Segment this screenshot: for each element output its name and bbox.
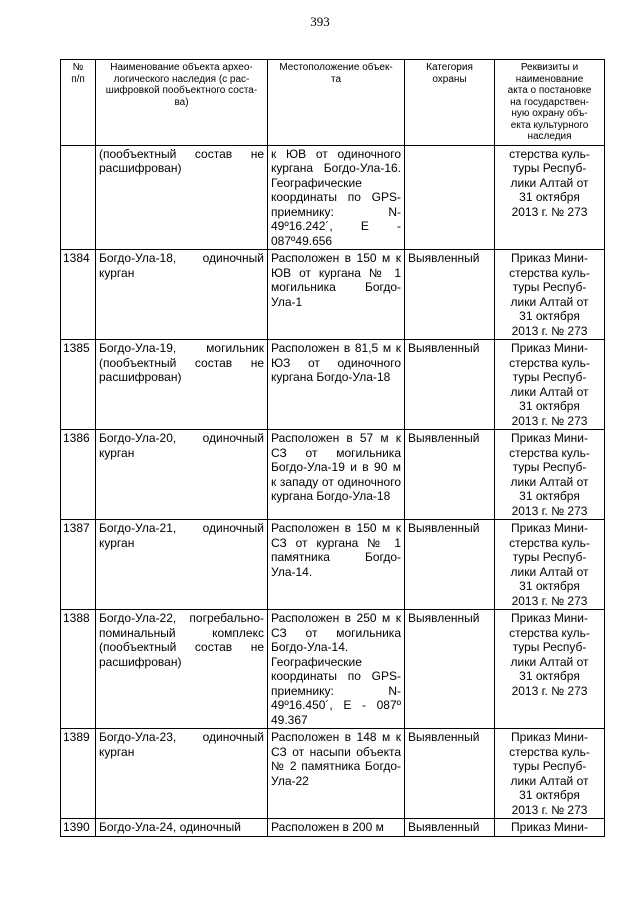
header-line: на государствен- bbox=[510, 96, 589, 108]
header-line: п/п bbox=[71, 73, 85, 85]
table-row bbox=[61, 340, 605, 430]
heritage-objects-table bbox=[60, 59, 605, 837]
row-number: 1389 bbox=[61, 729, 96, 819]
row-number: 1388 bbox=[61, 610, 96, 729]
requisites-line: Приказ Мини- bbox=[511, 341, 588, 355]
row-number: 1390 bbox=[61, 819, 96, 837]
object-location: Расположен в 57 м к СЗ от могильника Богдо-Ула-19 и в 90 м к западу от одиночного кургана Богдо-Ула-18 bbox=[268, 430, 405, 520]
requisites-line: Приказ Мини- bbox=[511, 730, 588, 744]
object-location: Расположен в 81,5 м к ЮЗ от одиночного кургана Богдо-Ула-18 bbox=[268, 340, 405, 430]
header-location bbox=[268, 60, 405, 146]
object-location: к ЮВ от одиночного кургана Богдо-Ула-16. Географические координаты по GPS-приемнику: N-49º16.242´, E - 087º49.656 bbox=[268, 145, 405, 250]
header-name bbox=[96, 60, 268, 146]
object-name: Богдо-Ула-18, одиночный курган bbox=[96, 250, 268, 340]
act-requisites bbox=[495, 819, 605, 837]
header-line: екта культурного bbox=[510, 119, 589, 131]
object-name: Богдо-Ула-21, одиночный курган bbox=[96, 520, 268, 610]
object-name: Богдо-Ула-19, могильник (пообъектный состав не расшифрован) bbox=[96, 340, 268, 430]
object-name: Богдо-Ула-22, погребально-поминальный комплекс (пообъектный состав не расшифрован) bbox=[96, 610, 268, 729]
row-number: 1384 bbox=[61, 250, 96, 340]
row-number: 1387 bbox=[61, 520, 96, 610]
act-requisites bbox=[495, 520, 605, 610]
requisites-line: стерства куль- bbox=[509, 265, 590, 280]
requisites-line: 31 октября bbox=[519, 669, 580, 683]
requisites-line: лики Алтай от bbox=[510, 654, 589, 669]
requisites-line: 2013 г. № 273 bbox=[511, 204, 588, 219]
requisites-line: туры Респуб- bbox=[512, 161, 587, 175]
header-line: та bbox=[330, 73, 342, 85]
requisites-line: лики Алтай от bbox=[510, 175, 589, 190]
requisites-line: Приказ Мини- bbox=[511, 521, 588, 535]
object-location: Расположен в 200 м bbox=[268, 819, 405, 837]
header-line: Наименование объекта архео- bbox=[110, 62, 253, 73]
requisites-line: 31 октября bbox=[519, 309, 580, 323]
header-line: акта о постановке bbox=[507, 85, 592, 96]
header-line: наименование bbox=[515, 73, 584, 85]
protection-category: Выявленный bbox=[405, 520, 495, 610]
header-line: Местоположение объек- bbox=[279, 62, 393, 73]
requisites-line: 31 октября bbox=[519, 788, 580, 802]
protection-category: Выявленный bbox=[405, 340, 495, 430]
requisites-line: Приказ Мини- bbox=[511, 820, 588, 834]
requisites-line: стерства куль- bbox=[509, 355, 590, 370]
requisites-line: стерства куль- bbox=[509, 146, 590, 161]
object-location: Расположен в 150 м к ЮВ от кургана № 1 могильника Богдо-Ула-1 bbox=[268, 250, 405, 340]
requisites-line: туры Респуб- bbox=[512, 280, 587, 294]
requisites-line: 2013 г. № 273 bbox=[511, 593, 588, 608]
header-line: охраны bbox=[432, 73, 467, 85]
requisites-line: туры Респуб- bbox=[512, 640, 587, 654]
act-requisites bbox=[495, 430, 605, 520]
table-row bbox=[61, 729, 605, 819]
requisites-line: стерства куль- bbox=[509, 744, 590, 759]
requisites-line: лики Алтай от bbox=[510, 384, 589, 399]
requisites-line: 2013 г. № 273 bbox=[511, 683, 588, 698]
requisites-line: стерства куль- bbox=[509, 535, 590, 550]
act-requisites bbox=[495, 145, 605, 250]
table-row bbox=[61, 145, 605, 250]
header-requisites bbox=[495, 60, 605, 146]
row-number bbox=[61, 145, 96, 250]
act-requisites bbox=[495, 340, 605, 430]
requisites-line: туры Респуб- bbox=[512, 460, 587, 474]
protection-category: Выявленный bbox=[405, 819, 495, 837]
table-body bbox=[61, 145, 605, 836]
protection-category: Выявленный bbox=[405, 430, 495, 520]
requisites-line: 31 октября bbox=[519, 489, 580, 503]
table-header-row bbox=[61, 60, 605, 146]
header-line: наследия bbox=[527, 131, 572, 142]
header-line: ную охрану объ- bbox=[511, 108, 588, 119]
requisites-line: лики Алтай от bbox=[510, 564, 589, 579]
requisites-line: стерства куль- bbox=[509, 445, 590, 460]
table-row bbox=[61, 610, 605, 729]
requisites-line: туры Респуб- bbox=[512, 370, 587, 384]
header-line: шифровкой пообъектного соста- bbox=[105, 85, 258, 96]
requisites-line: 2013 г. № 273 bbox=[511, 323, 588, 338]
table-row bbox=[61, 250, 605, 340]
table-row bbox=[61, 520, 605, 610]
object-location: Расположен в 148 м к СЗ от насыпи объекта № 2 памятника Богдо-Ула-22 bbox=[268, 729, 405, 819]
header-line: № bbox=[72, 62, 84, 73]
requisites-line: лики Алтай от bbox=[510, 773, 589, 788]
object-location: Расположен в 150 м к СЗ от кургана № 1 памятника Богдо-Ула-14. bbox=[268, 520, 405, 610]
requisites-line: Приказ Мини- bbox=[511, 431, 588, 445]
requisites-line: 31 октября bbox=[519, 399, 580, 413]
header-number bbox=[61, 60, 96, 146]
requisites-line: 31 октября bbox=[519, 190, 580, 204]
requisites-line: стерства куль- bbox=[509, 625, 590, 640]
requisites-line: 2013 г. № 273 bbox=[511, 802, 588, 817]
header-line: Реквизиты и bbox=[520, 62, 579, 73]
act-requisites bbox=[495, 250, 605, 340]
protection-category bbox=[405, 145, 495, 250]
object-name: (пообъектный состав не расшифрован) bbox=[96, 145, 268, 250]
protection-category: Выявленный bbox=[405, 729, 495, 819]
header-line: ва) bbox=[174, 96, 189, 108]
table-row bbox=[61, 819, 605, 837]
act-requisites bbox=[495, 729, 605, 819]
act-requisites bbox=[495, 610, 605, 729]
requisites-line: 2013 г. № 273 bbox=[511, 503, 588, 518]
requisites-line: Приказ Мини- bbox=[511, 251, 588, 265]
row-number: 1385 bbox=[61, 340, 96, 430]
requisites-line: лики Алтай от bbox=[510, 474, 589, 489]
requisites-line: лики Алтай от bbox=[510, 294, 589, 309]
header-line: Категория bbox=[426, 62, 473, 73]
protection-category: Выявленный bbox=[405, 250, 495, 340]
requisites-line: 31 октября bbox=[519, 579, 580, 593]
object-location: Расположен в 250 м к СЗ от могильника Богдо-Ула-14. Географические координаты по GPS-приемнику: N-49º16.450´, E - 087º 49.367 bbox=[268, 610, 405, 729]
object-name: Богдо-Ула-20, одиночный курган bbox=[96, 430, 268, 520]
table-row bbox=[61, 430, 605, 520]
requisites-line: туры Респуб- bbox=[512, 550, 587, 564]
header-category bbox=[405, 60, 495, 146]
object-name: Богдо-Ула-23, одиночный курган bbox=[96, 729, 268, 819]
protection-category: Выявленный bbox=[405, 610, 495, 729]
row-number: 1386 bbox=[61, 430, 96, 520]
requisites-line: туры Респуб- bbox=[512, 759, 587, 773]
header-line: логического наследия (с рас- bbox=[113, 73, 250, 85]
page-number: 393 bbox=[310, 14, 330, 29]
object-name: Богдо-Ула-24, одиночный bbox=[96, 819, 268, 837]
requisites-line: Приказ Мини- bbox=[511, 611, 588, 625]
requisites-line: 2013 г. № 273 bbox=[511, 413, 588, 428]
